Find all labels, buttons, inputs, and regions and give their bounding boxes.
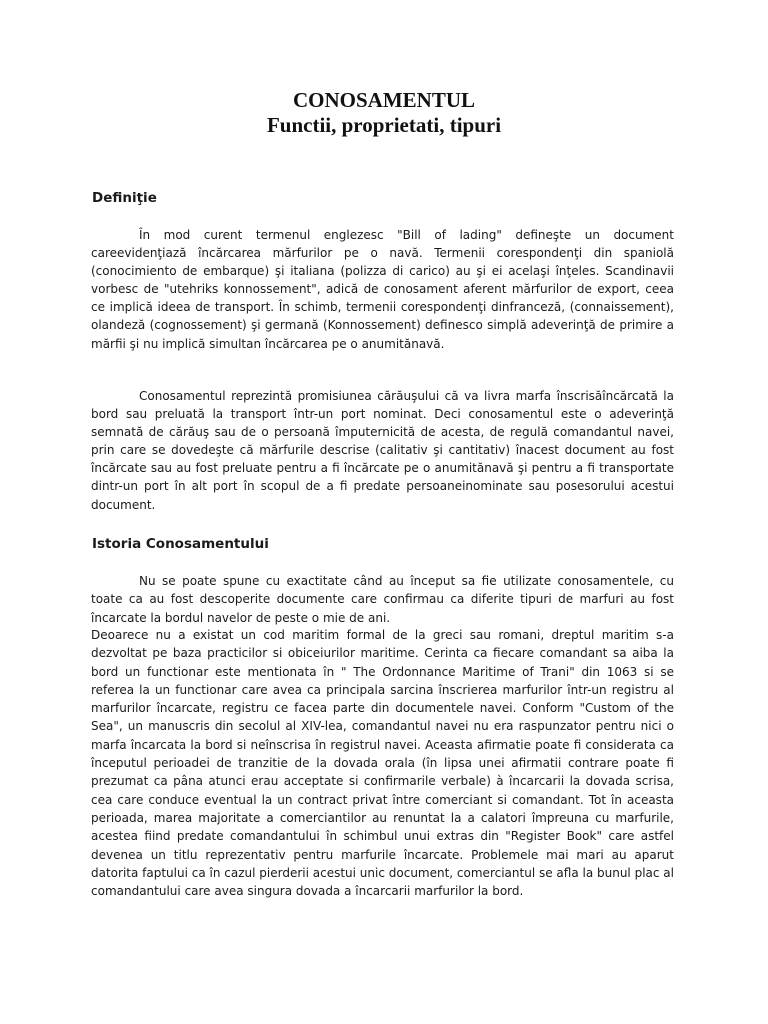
paragraph-definitie-2: Conosamentul reprezintă promisiunea cărăuşului că va livra marfa înscrisăîncărcată la bord sau preluată la transport într-un port nominat. Deci conosamentul este o adeverinţă semnată de cărăuş sau de o persoană împuternicită de acesta, de regulă comandantul navei, prin care se dovedeşte că mărfurile descrise (calitativ şi cantitativ) înacest document au fost încărcate sau au fost preluate pentru a fi încărcate pe o anumitănavă şi pentru a fi transportate dintr-un port în alt port în scopul de a fi predate persoaneinominate sau posesorului acestui document. <box>91 389 674 512</box>
paragraph-istoria-2: Deoarece nu a existat un cod maritim formal de la greci sau romani, dreptul maritim s-a dezvoltat pe baza practicilor si obiceiurilor maritime. Cerinta ca fiecare comandant sa aiba la bord un functionar este mentionata în " The Ordonnance Maritime of Trani" din 1063 si se referea la un functionar care avea ca principala sarcina înscrierea marfurilor într-un registru al marfurilor încarcate, registru ce facea parte din documentele navei. Conform "Custom of the Sea", un manuscris din secolul al XIV-lea, comandantul navei nu era raspunzator pentru nici o marfa încarcata la bord si neînscrisa în registrul navei. Aceasta afirmatie poate fi considerata ca începutul perioadei de tranzitie de la dovada orala (în lipsa unei afirmatii contrare poate fi prezumat ca pâna atunci erau acceptate si confirmarile verbale) à încarcarii la dovada scrisa, cea care conduce eventual la un contract privat între comerciant si comandant. Tot în aceasta perioada, marea majoritate a comerciantilor au renuntat la a calatori împreuna cu marfurile, acestea fiind predate comandantului în schimbul unui extras din "Register Book" care astfel devenea un titlu reprezentativ pentru marfurile încarcate. Problemele mai mari au aparut datorita faptului ca în cazul pierderii acestui unic document, comerciantul se afla la bunul plac al comandantului care avea singura dovada a încarcarii marfurilor la bord. <box>91 628 674 899</box>
paragraph-istoria-1: Nu se poate spune cu exactitate când au început sa fie utilizate conosamentele, cu toate ca au fost descoperite documente care confirmau ca diferite tipuri de marfuri au fost încarcate la bordul navelor de peste o mie de ani. <box>91 574 674 625</box>
section-heading-definitie: Definiţie <box>92 190 157 206</box>
paragraph-definitie-1: În mod curent termenul englezesc "Bill of lading" defineşte un document careevidenţiază încărcarea mărfurilor pe o navă. Termenii corespondenţi din spaniolă (conocimiento de embarque) şi italiana (polizza di carico) au şi ei acelaşi înţeles. Scandinavii vorbesc de "utehriks konnossement", adică de conosament aferent mărfurilor de export, ceea ce implică ideea de transport. În schimb, termenii corespondenţi dinfranceză, (connaissement), olandeză (cognossement) şi germană (Konnossement) definesco simplă adeverinţă de primire a mărfii şi nu implică simultan încărcarea pe o anumitănavă. <box>91 228 674 351</box>
section-heading-istoria: Istoria Conosamentului <box>92 536 269 552</box>
document-title: CONOSAMENTUL <box>292 88 476 112</box>
title-block <box>0 88 768 138</box>
document-subtitle: Functii, proprietati, tipuri <box>266 113 502 137</box>
